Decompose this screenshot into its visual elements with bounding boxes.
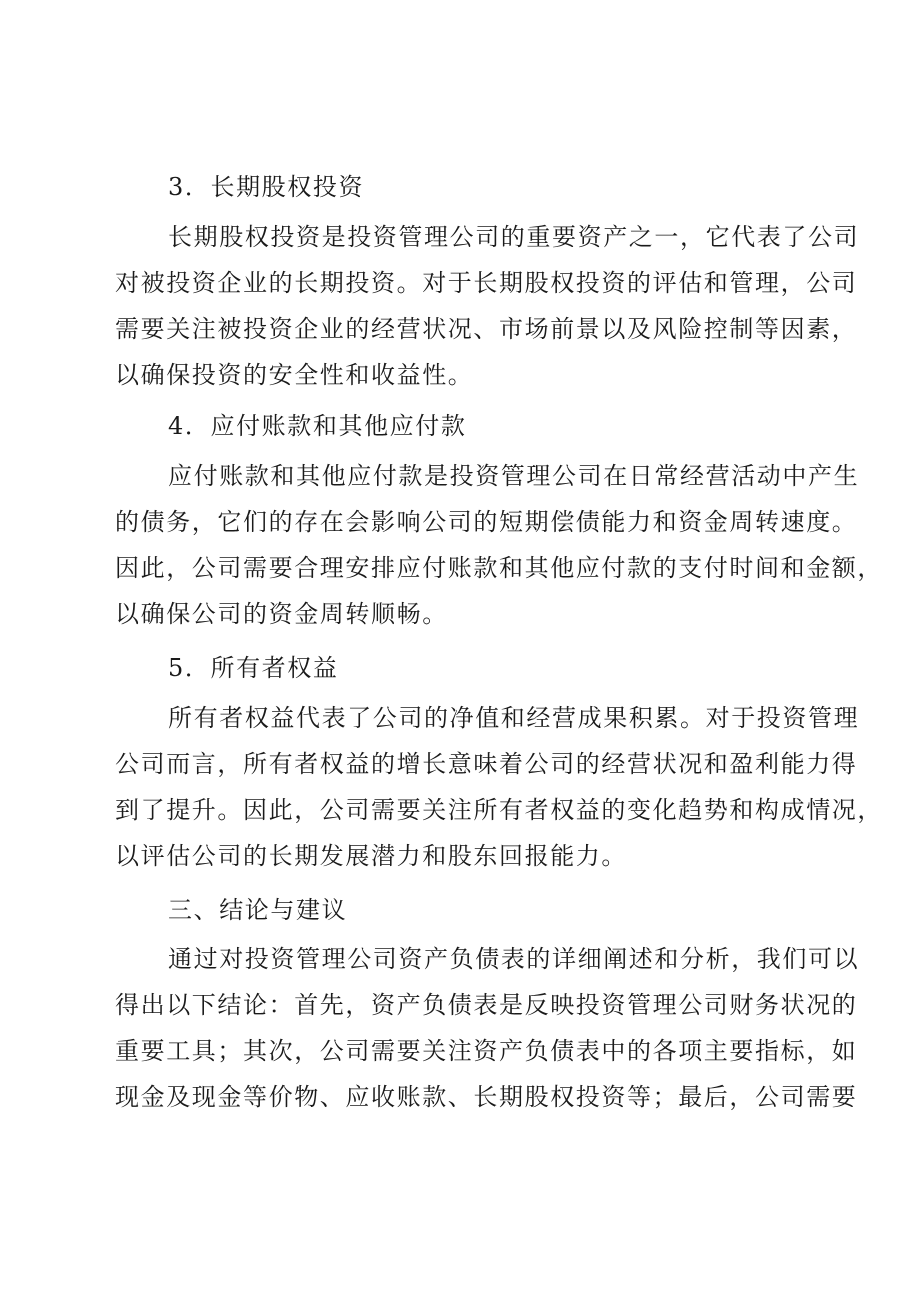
paragraph-line: 应付账款和其他应付款是投资管理公司在日常经营活动中产生	[168, 462, 860, 490]
paragraph-line: 以评估公司的长期发展潜力和股东回报能力。	[115, 842, 627, 870]
paragraph-line: 公司而言，所有者权益的增长意味着公司的经营状况和盈利能力得	[115, 750, 858, 778]
paragraph-line: 因此，公司需要合理安排应付账款和其他应付款的支付时间和金额，	[115, 554, 883, 582]
paragraph-line: 所有者权益代表了公司的净值和经营成果积累。对于投资管理	[168, 704, 860, 732]
paragraph-line: 现金及现金等价物、应收账款、长期股权投资等；最后，公司需要	[115, 1083, 858, 1111]
paragraph-line: 得出以下结论：首先，资产负债表是反映投资管理公司财务状况的	[115, 991, 858, 1019]
paragraph-line: 通过对投资管理公司资产负债表的详细阐述和分析，我们可以	[168, 945, 860, 973]
paragraph-line: 需要关注被投资企业的经营状况、市场前景以及风险控制等因素，	[115, 315, 858, 343]
section-heading-conclusion: 三、结论与建议	[168, 896, 348, 924]
paragraph-line: 对被投资企业的长期投资。对于长期股权投资的评估和管理，公司	[115, 269, 858, 297]
paragraph-line: 以确保投资的安全性和收益性。	[115, 361, 474, 389]
section-heading-4: 4．应付账款和其他应付款	[168, 412, 467, 440]
paragraph-line: 长期股权投资是投资管理公司的重要资产之一，它代表了公司	[168, 223, 860, 251]
section-heading-3: 3．长期股权投资	[168, 173, 365, 201]
paragraph-line: 重要工具；其次，公司需要关注资产负债表中的各项主要指标，如	[115, 1037, 858, 1065]
paragraph-line: 以确保公司的资金周转顺畅。	[115, 600, 448, 628]
paragraph-line: 到了提升。因此，公司需要关注所有者权益的变化趋势和构成情况，	[115, 796, 883, 824]
section-heading-5: 5．所有者权益	[168, 654, 339, 682]
paragraph-line: 的债务，它们的存在会影响公司的短期偿债能力和资金周转速度。	[115, 508, 858, 536]
